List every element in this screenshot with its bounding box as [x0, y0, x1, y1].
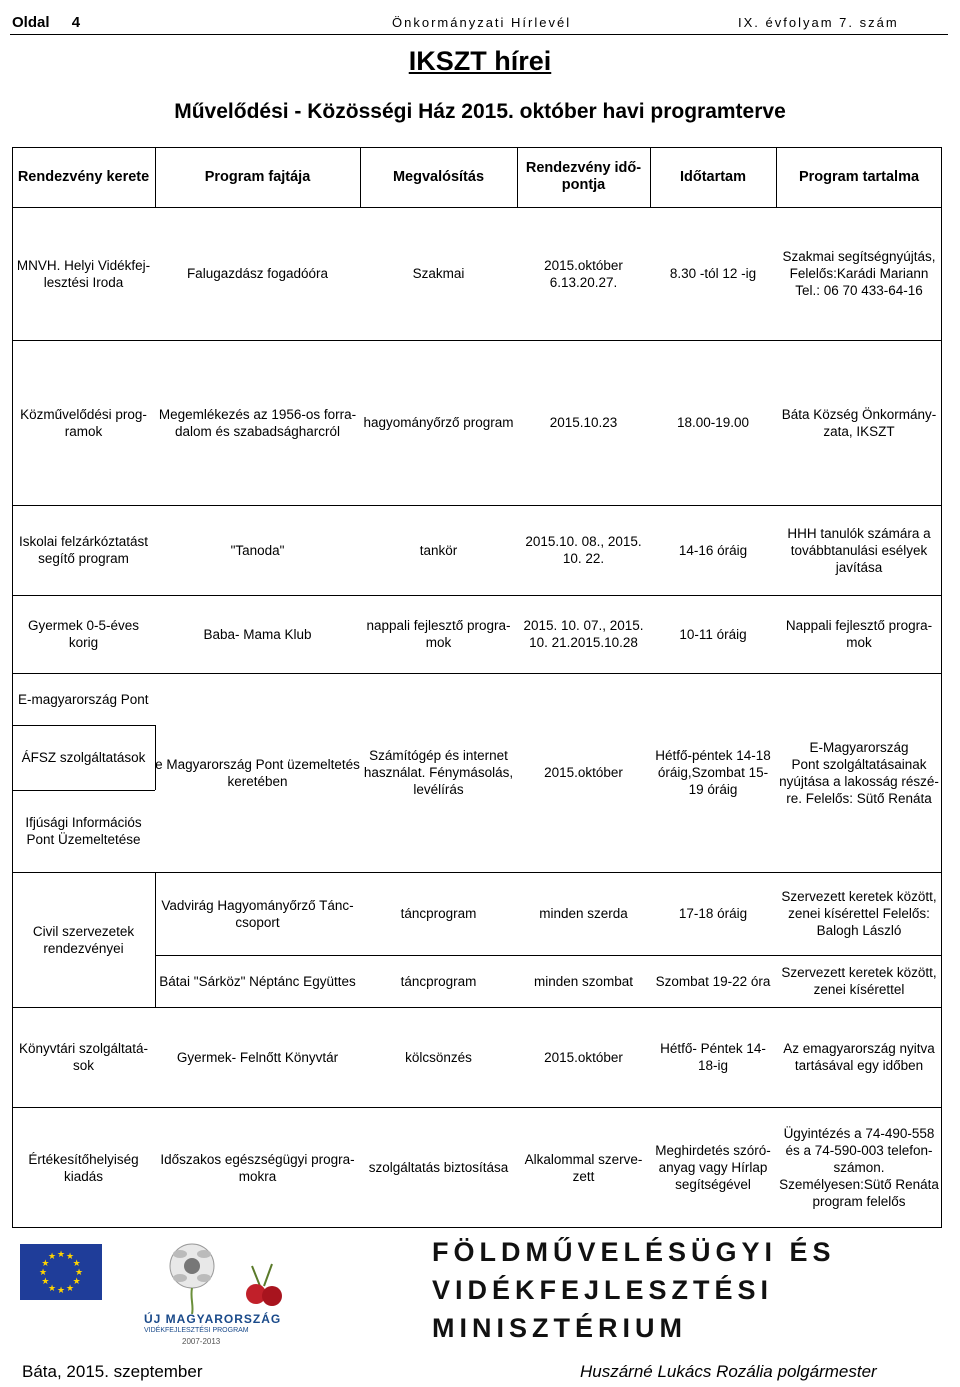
table-cell: Hétfő-péntek 14-18 óráig,Szombat 15- 19 óráig [655, 748, 771, 797]
eu-star-icon: ★ [66, 1251, 75, 1262]
um-subtitle: VIDÉKFEJLESZTÉSI PROGRAM [144, 1327, 249, 1334]
table-cell: Báta Község Önkormány- zata, IKSZT [781, 406, 937, 439]
table-cell: Szervezett keretek között, zenei kísérettel [781, 965, 937, 997]
table-cell: nappali fejlesztő progra- mok [366, 618, 511, 650]
table-cell: Gyermek 0-5-éves korig [27, 618, 140, 650]
table-cell: Megemlékezés az 1956-os forra- dalom és szabadságharcról [158, 406, 357, 439]
table-cell: 18.00-19.00 [676, 415, 750, 430]
table-cell: 8.30 -tól 12 -ig [669, 266, 757, 281]
eu-flag-icon [20, 1244, 102, 1300]
page-label-text: Oldal [12, 14, 50, 31]
newsletter-name: Önkormányzati Hírlevél [392, 15, 572, 30]
table-header-cell: Rendezvény idő- pontja [525, 160, 642, 193]
eu-star-icon: ★ [66, 1282, 75, 1293]
eu-star-icon: ★ [41, 1276, 50, 1286]
table-cell: Szakmai segítségnyújtás, Felelős:Karádi Mariann Tel.: 06 70 433-64-16 [782, 249, 936, 298]
eu-star-icon: ★ [57, 1285, 66, 1295]
eu-star-icon: ★ [75, 1267, 84, 1277]
table-cell: "Tanoda" [230, 542, 285, 558]
table-header-cell: Rendezvény kerete [17, 168, 150, 185]
eu-star-icon: ★ [72, 1276, 81, 1286]
table-cell: kölcsönzés [405, 1049, 472, 1065]
table-cell: minden szerda [539, 906, 628, 921]
table-cell: HHH tanulók számára a továbbtanulási esélyek javítása [787, 525, 931, 575]
table-cell: Alkalommal szerve- zett [524, 1151, 643, 1184]
section-label: E-magyarország Pont [18, 691, 149, 707]
table-header-cell: Időtartam [679, 168, 747, 185]
table-cell: táncprogram [400, 973, 477, 989]
table-cell: Szervezett keretek között, zenei kísérettel Felelős: Balogh László [781, 889, 937, 938]
um-title: ÚJ MAGYARORSZÁG [144, 1312, 282, 1326]
table-cell: Időszakos egészségügyi progra- mokra [160, 1151, 355, 1184]
table-cell: Az emagyarország nyitva tartásával egy időben [783, 1041, 935, 1073]
table-cell: Bátai "Sárköz" Néptánc Együttes [159, 973, 356, 989]
table-cell: Számítógép és internet használat. Fénymásolás, levélírás [363, 748, 514, 797]
eu-star-icon: ★ [72, 1258, 81, 1268]
table-cell: tankör [419, 542, 458, 558]
table-cell: 2015.október [544, 1049, 623, 1065]
table-cell: Nappali fejlesztő progra- mok [785, 618, 933, 650]
table-cell: e Magyarország Pont üzemeltetés keretében [155, 756, 360, 789]
table-cell: Ifjúsági Információs Pont Üzemeltetése [25, 815, 142, 847]
table-cell: Iskolai felzárkóztatást segítő program [18, 534, 149, 566]
cherry-icon [232, 1256, 292, 1311]
footer-signer: Huszárné Lukács Rozália polgármester [580, 1362, 877, 1381]
table-cell: Szakmai [412, 266, 465, 281]
table-cell: táncprogram [400, 906, 477, 921]
table-cell: Közművelődési prog- ramok [20, 406, 147, 439]
table-cell: 17-18 óráig [678, 906, 748, 921]
eu-star-icon: ★ [48, 1282, 57, 1293]
eu-star-icon: ★ [41, 1258, 50, 1268]
table-cell: Falugazdász fogadóóra [186, 266, 329, 281]
table-header-cell: Program tartalma [798, 168, 920, 185]
table-cell: Értékesítőhelyiség kiadás [28, 1151, 139, 1184]
eu-star-icon: ★ [57, 1249, 66, 1259]
table-cell: MNVH. Helyi Vidékfej- lesztési Iroda [16, 257, 151, 290]
table-cell: Ügyintézés a 74-490-558 és a 74-590-003 telefon- számon. Személyesen:Sütő Renáta program felelős [779, 1126, 939, 1209]
table-cell: Szombat 19-22 óra [655, 973, 771, 989]
table-cell: szolgáltatás biztosítása [368, 1160, 509, 1175]
um-years: 2007-2013 [182, 1337, 221, 1346]
table-cell: ÁFSZ szolgáltatások [21, 750, 146, 765]
table-cell: 2015. 10. 07., 2015. 10. 21.2015.10.28 [523, 618, 644, 650]
table-cell: 2015.október [544, 765, 623, 780]
ministry-line-1: FÖLDMŰVELÉSÜGYI ÉS [432, 1237, 836, 1267]
page-subtitle: Művelődési - Közösségi Ház 2015. október havi programterve [174, 100, 786, 123]
table-cell: 2015.10. 08., 2015. 10. 22. [525, 534, 642, 566]
table-cell: 2015.október 6.13.20.27. [544, 257, 623, 290]
table-cell: Hétfő- Péntek 14- 18-ig [660, 1041, 766, 1073]
table-cell: Gyermek- Felnőtt Könyvtár [176, 1049, 339, 1065]
table-header-cell: Program fajtája [204, 168, 311, 185]
volume-info: IX. évfolyam 7. szám [738, 15, 899, 30]
ministry-line-2: VIDÉKFEJLESZTÉSI [432, 1275, 774, 1305]
table-cell: minden szombat [533, 973, 634, 989]
table-cell: E-Magyarország Pont szolgáltatásainak nyújtása a lakosság részé- re. Felelős: Sütő Renáta [779, 739, 939, 806]
page-number: 4 [71, 14, 81, 31]
table-cell: Vadvirág Hagyományőrző Tánc- csoport [161, 897, 354, 930]
table-cell: Meghirdetés szóró- anyag vagy Hírlap segítségével [655, 1143, 771, 1192]
header-divider [10, 34, 948, 35]
page-title: IKSZT hírei [408, 46, 552, 76]
table-cell: 2015.10.23 [549, 415, 618, 430]
eu-star-icon: ★ [48, 1251, 57, 1262]
table-cell: 14-16 óráig [678, 542, 748, 558]
table-cell: Civil szervezetek rendezvényei [32, 923, 135, 956]
footer-place-date: Báta, 2015. szeptember [22, 1362, 203, 1381]
table-cell: 10-11 óráig [679, 626, 747, 642]
page-label [12, 14, 80, 31]
table-header-cell: Megvalósítás [392, 168, 485, 185]
table-cell: Baba- Mama Klub [203, 626, 312, 642]
table-cell: hagyományőrző program [363, 415, 514, 430]
ministry-line-3: MINISZTÉRIUM [432, 1313, 687, 1343]
eu-star-icon: ★ [39, 1267, 48, 1277]
table-cell: Könyvtári szolgáltatá- sok [18, 1041, 149, 1073]
